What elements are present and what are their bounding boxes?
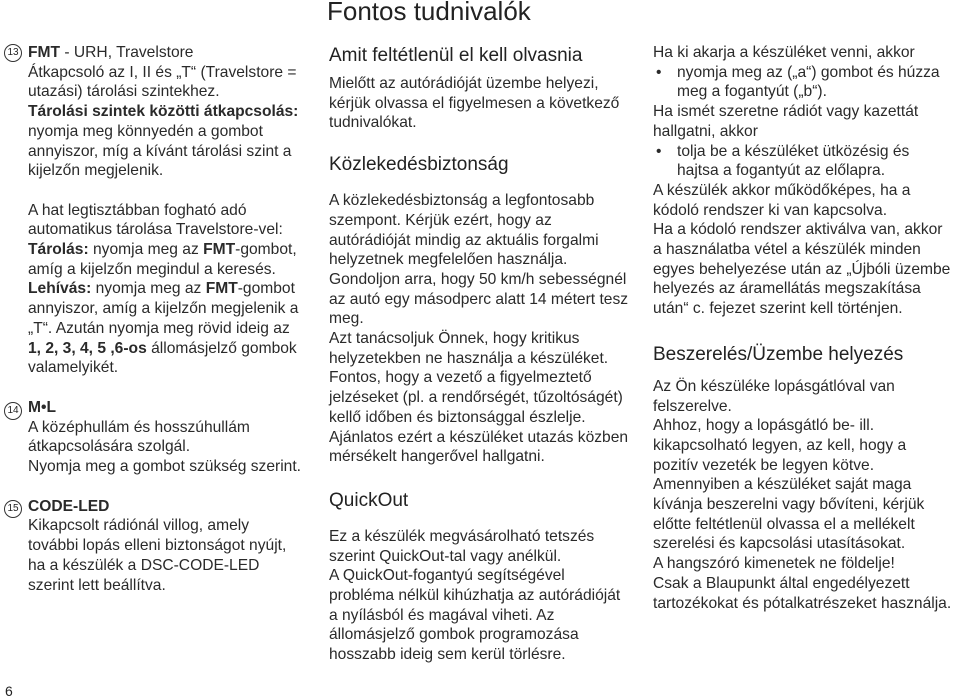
installation-line: előtte feltétlenül olvassa el a mellékelt — [653, 515, 915, 533]
item-number-14-badge: 14 — [4, 402, 22, 420]
quickout-line: probléma nélkül kihúzhatja az autórádióját — [329, 587, 621, 605]
store-text-end: -gombot, — [235, 241, 297, 259]
item14-heading: M•L — [28, 398, 56, 416]
installation-line: Az Ön készüléke lopásgátlóval van — [653, 377, 895, 395]
store-fmt: FMT — [203, 241, 236, 259]
item13-recall-line: valamelyikét. — [28, 359, 119, 377]
recall-text-end: -gombot — [237, 280, 295, 298]
must-read-heading: Amit feltétlenül el kell olvasnia — [329, 45, 583, 66]
traffic-safety-line: Fontos, hogy a vezető a figyelmeztető — [329, 369, 592, 387]
item13-recall-line: „T“. Azután nyomja meg rövid ideig az — [28, 319, 290, 337]
store-label: Tárolás: — [28, 241, 89, 259]
quickout-line: hosszabb ideig sem kerül törlésre. — [329, 646, 566, 664]
remove-step-line: meg a fogantyút („b“). — [677, 83, 827, 101]
item13-store-instruction — [28, 240, 318, 260]
item13-store-line: automatikus tárolása Travelstore-vel: — [28, 221, 283, 239]
item13-switch-line: annyiszor, míg a kívánt tárolási szint a — [28, 142, 292, 160]
right-column — [653, 43, 958, 613]
installation-line: kívánja beszerelni vagy bővíteni, kérjük — [653, 496, 925, 514]
recall-text: nyomja meg az — [91, 280, 206, 298]
installation-heading: Beszerelés/Üzembe helyezés — [653, 343, 904, 365]
item13-store-line: amíg a kijelzőn megindul a keresés. — [28, 260, 276, 278]
middle-column — [329, 74, 629, 665]
reinsert-step-line: tolja be a készüléket ütközésig és — [677, 142, 910, 160]
quickout-heading: QuickOut — [329, 489, 409, 511]
item14-line: átkapcsolására szolgál. — [28, 438, 191, 456]
installation-line: Csak a Blaupunkt által engedélyezett — [653, 574, 910, 592]
traffic-safety-line: Ajánlatos ezért a készüléket utazás közben — [329, 428, 629, 446]
item13-switch-line: nyomja meg könnyedén a gombot — [28, 122, 263, 140]
bullet: • — [656, 142, 662, 160]
traffic-safety-line: Azt tanácsoljuk Önnek, hogy kritikus — [329, 330, 580, 348]
quickout-line: állomásjelző gombok programozása — [329, 626, 579, 644]
item13-heading-rest: - URH, Travelstore — [60, 44, 194, 61]
traffic-safety-line: Gondoljon arra, hogy 50 km/h sebességnél — [329, 270, 627, 288]
recall-label: Lehívás: — [28, 280, 92, 298]
traffic-safety-heading: Közlekedésbiztonság — [329, 154, 509, 176]
item13-heading — [28, 43, 318, 63]
item15-line: ha a készülék a DSC-CODE-LED — [28, 556, 260, 574]
remove-steps — [653, 63, 958, 102]
remove-step-line: nyomja meg az („a“) gombot és húzza — [677, 63, 940, 81]
reinsert-intro: hallgatni, akkor — [653, 122, 758, 140]
code-info-line: kódoló rendszer ki van kapcsolva. — [653, 201, 888, 219]
list-item — [653, 63, 958, 102]
quickout-line: szerint QuickOut-tal vagy anélkül. — [329, 547, 562, 565]
recall-button-numbers: 1, 2, 3, 4, 5 ,6-os — [28, 339, 147, 357]
traffic-safety-line: jelzéseket (pl. a rendőrségét, tűzoltóságét) — [329, 389, 623, 407]
installation-line: Ahhoz, hogy a lopásgátló be- ill. — [653, 417, 875, 435]
bullet: • — [656, 63, 662, 81]
installation-line: kikapcsolható legyen, az kell, hogy a — [653, 436, 907, 454]
item13-recall-buttons — [28, 339, 318, 359]
item13-switch-line: kijelzőn megjelenik. — [28, 162, 164, 180]
item13-store-line: A hat legtisztábban fogható adó — [28, 201, 247, 219]
item14-line: A középhullám és hosszúhullám — [28, 418, 250, 436]
traffic-safety-line: helyzetekben ne használja a készüléket. — [329, 349, 609, 367]
page-number: 6 — [5, 683, 13, 699]
installation-line: pozitív vezeték be legyen kötve. — [653, 456, 875, 474]
installation-line: A hangszóró kimenetek ne földelje! — [653, 555, 895, 573]
left-column — [28, 43, 318, 595]
code-info-line: után“ c. fejezet szerint kell történjen. — [653, 300, 903, 318]
item15-heading: CODE-LED — [28, 497, 110, 515]
traffic-safety-line: mérsékelt hangerővel hallgatni. — [329, 448, 545, 466]
quickout-line: Ez a készülék megvásárolható tetszés — [329, 527, 595, 545]
remove-intro: Ha ki akarja a készüléket venni, akkor — [653, 44, 915, 61]
item13-recall-instruction — [28, 279, 318, 299]
code-info-line: Ha a kódoló rendszer aktiválva van, akkor — [653, 221, 943, 239]
item13-heading-bold: FMT — [28, 44, 61, 61]
code-info-line: helyezés az áramellátás megszakítása — [653, 280, 921, 298]
traffic-safety-line: szempont. Kérjük ezért, hogy az — [329, 211, 552, 229]
item-number-13-badge: 13 — [4, 44, 22, 62]
list-item — [653, 142, 958, 181]
must-read-line: tudnivalókat. — [329, 114, 417, 132]
installation-line: felszerelve. — [653, 397, 732, 415]
traffic-safety-line: kellő időben és biztonsággal észlelje. — [329, 408, 586, 426]
recall-fmt: FMT — [205, 280, 238, 298]
item13-line: Átkapcsoló az I, II és „T“ (Travelstore = — [28, 63, 297, 81]
installation-line: szerelési és kapcsolási utasításokat. — [653, 535, 906, 553]
installation-line: Amennyiben a készüléket saját maga — [653, 476, 912, 494]
item14-line: Nyomja meg a gombot szükség szerint. — [28, 458, 302, 476]
traffic-safety-line: helyzetnek megfelelően használja. — [329, 251, 568, 269]
store-text: nyomja meg az — [88, 241, 204, 259]
quickout-line: a nyílásból és magával viheti. Az — [329, 606, 555, 624]
page-title: Fontos tudnivalók — [327, 0, 531, 26]
reinsert-step-line: hajtsa a fogantyút az előlapra. — [677, 162, 886, 180]
must-read-line: kérjük olvassa el figyelmesen a következő — [329, 94, 620, 112]
traffic-safety-line: az autó egy másodperc alatt 14 métert tesz — [329, 290, 629, 308]
reinsert-steps — [653, 142, 958, 181]
traffic-safety-line: autórádióját mindig az aktuális forgalmi — [329, 231, 599, 249]
reinsert-intro: Ha ismét szeretne rádiót vagy kazettát — [653, 103, 919, 121]
item15-line: Kikapcsolt rádiónál villog, amely — [28, 517, 250, 535]
item-number-15-badge: 15 — [4, 500, 22, 518]
quickout-line: A QuickOut-fogantyú segítségével — [329, 567, 565, 585]
installation-line: tartozékokat és pótalkatrészeket használja. — [653, 594, 952, 612]
item15-line: további lopás elleni biztonságot nyújt, — [28, 537, 287, 555]
code-info-line: egyes behelyezése után az „Újbóli üzembe — [653, 260, 951, 278]
traffic-safety-line: meg. — [329, 310, 364, 328]
item13-switch-heading: Tárolási szintek közötti átkapcsolás: — [28, 103, 299, 121]
traffic-safety-line: A közlekedésbiztonság a legfontosabb — [329, 192, 595, 210]
must-read-line: Mielőtt az autórádióját üzembe helyezi, — [329, 75, 599, 92]
recall-buttons-text: állomásjelző gombok — [146, 339, 297, 357]
item15-line: szerint lett beállítva. — [28, 576, 166, 594]
code-info-line: a használatba vétel a készülék minden — [653, 241, 921, 259]
item13-recall-line: annyiszor, amíg a kijelzőn megjelenik a — [28, 300, 299, 318]
item13-line: utazási) tárolási szintekhez. — [28, 83, 220, 101]
code-info-line: A készülék akkor működőképes, ha a — [653, 181, 911, 199]
